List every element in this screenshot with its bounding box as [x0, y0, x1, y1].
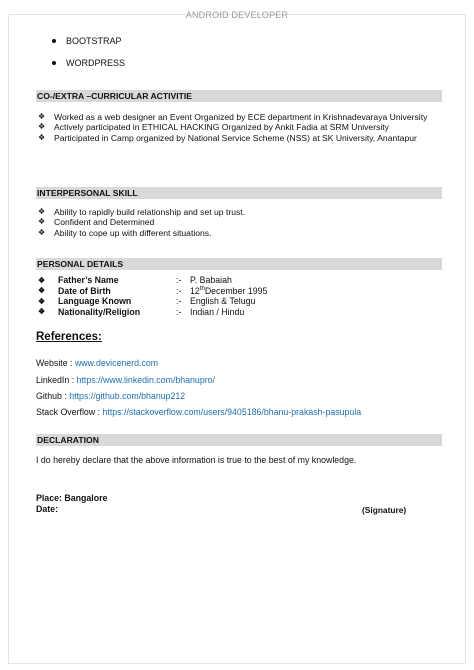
diamond-bullet-icon: ❖ — [38, 132, 46, 142]
detail-row: ❖ Nationality/Religion :- Indian / Hindu — [38, 306, 245, 317]
references-heading: References: — [36, 331, 102, 343]
reference-website: Website : www.devicenerd.com — [36, 358, 159, 368]
bullet-icon — [52, 61, 56, 65]
date-line: Date: — [36, 504, 58, 514]
diamond-bullet-icon: ❖ — [38, 286, 46, 296]
section-heading-co-curricular: CO-/EXTRA –CURRICULAR ACTIVITIE — [36, 90, 442, 102]
personal-details — [38, 275, 267, 317]
reference-github: Github : https://github.com/bhanup212 — [36, 391, 186, 401]
detail-row: ❖ Father’s Name :- P. Babaiah — [38, 275, 232, 286]
list-item: BOOTSTRAP — [52, 36, 125, 58]
signature-label: (Signature) — [362, 505, 407, 515]
section-heading-interpersonal: INTERPERSONAL SKILL — [36, 187, 442, 199]
detail-row: ❖ Language Known :- English & Telugu — [38, 296, 256, 307]
diamond-bullet-icon: ❖ — [38, 112, 46, 121]
diamond-bullet-icon: ❖ — [38, 307, 46, 317]
list-item: ❖ Ability to rapidly build relationship and set up trust. — [38, 207, 246, 217]
website-link[interactable]: www.devicenerd.com — [74, 358, 159, 368]
diamond-bullet-icon: ❖ — [38, 207, 46, 216]
declaration-text: I do hereby declare that the above information is true to the best of my knowledge. — [36, 455, 357, 465]
co-curricular-list — [38, 112, 442, 143]
section-heading-declaration: DECLARATION — [36, 434, 442, 446]
reference-linkedin: LinkedIn : https://www.linkedin.com/bhanupro/ — [36, 375, 215, 385]
section-heading-personal: PERSONAL DETAILS — [36, 258, 442, 270]
detail-row: ❖ Date of Birth :- 12thDecember 1995 — [38, 285, 268, 296]
skills-list — [52, 36, 125, 80]
page-header: ANDROID DEVELOPER — [185, 10, 289, 20]
list-item: ❖ Ability to cope up with different situations. — [38, 227, 212, 238]
list-item: WORDPRESS — [52, 58, 125, 80]
bullet-icon — [52, 39, 56, 43]
linkedin-link[interactable]: https://www.linkedin.com/bhanupro/ — [76, 375, 215, 385]
github-link[interactable]: https://github.com/bhanup212 — [69, 391, 186, 401]
place-line: Place: Bangalore — [36, 493, 108, 503]
reference-stackoverflow: Stack Overflow : https://stackoverflow.com/users/9405186/bhanu-prakash-pasupula — [36, 407, 362, 417]
list-item: ❖ Worked as a web designer an Event Organized by ECE department in Krishnadevaraya University — [38, 112, 428, 122]
diamond-bullet-icon: ❖ — [38, 227, 46, 237]
list-item: ❖ Participated in Camp organized by National Service Scheme (NSS) at SK University, Anantapur — [38, 132, 417, 143]
diamond-bullet-icon: ❖ — [38, 122, 46, 132]
diamond-bullet-icon: ❖ — [38, 217, 46, 227]
interpersonal-list — [38, 207, 442, 238]
stackoverflow-link[interactable]: https://stackoverflow.com/users/9405186/bhanu-prakash-pasupula — [102, 407, 362, 417]
list-item: ❖ Confident and Determined — [38, 217, 155, 228]
date-of-birth-value: 12thDecember 1995 — [190, 285, 268, 296]
diamond-bullet-icon: ❖ — [38, 296, 46, 306]
list-item: ❖ Actively participated in ETHICAL HACKING Organized by Ankit Fadia at SRM University — [38, 122, 389, 133]
diamond-bullet-icon: ❖ — [38, 275, 46, 285]
